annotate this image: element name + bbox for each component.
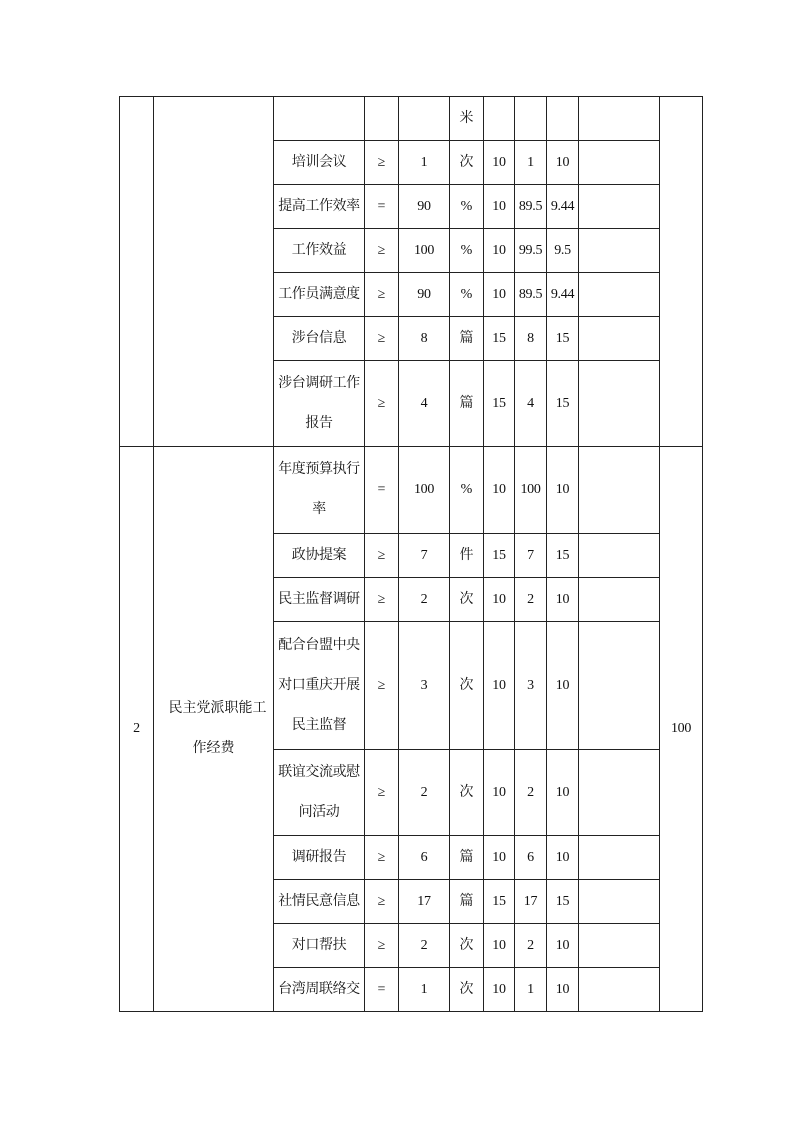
unit-cell: 次: [450, 750, 484, 836]
indicator-name-cell: 涉台信息: [274, 317, 365, 361]
indicator-name-cell: 台湾周联络交: [274, 968, 365, 1012]
index-cell: 2: [120, 447, 154, 1012]
indicator-name-cell: 年度预算执行率: [274, 447, 365, 534]
score-cell: 15: [547, 361, 579, 447]
target-cell: 90: [399, 185, 450, 229]
note-cell: [579, 229, 660, 273]
score-cell: 10: [547, 622, 579, 750]
target-cell: 1: [399, 141, 450, 185]
target-cell: 3: [399, 622, 450, 750]
unit-cell: 次: [450, 968, 484, 1012]
operator-cell: ≥: [365, 534, 399, 578]
operator-cell: ≥: [365, 924, 399, 968]
operator-cell: ≥: [365, 273, 399, 317]
actual-cell: 2: [515, 578, 547, 622]
note-cell: [579, 97, 660, 141]
unit-cell: %: [450, 185, 484, 229]
weight-cell: 15: [484, 880, 515, 924]
unit-cell: 次: [450, 924, 484, 968]
weight-cell: 10: [484, 273, 515, 317]
score-cell: 9.44: [547, 273, 579, 317]
weight-cell: 10: [484, 750, 515, 836]
weight-cell: 10: [484, 924, 515, 968]
actual-cell: 89.5: [515, 273, 547, 317]
score-cell: 10: [547, 578, 579, 622]
actual-cell: 2: [515, 924, 547, 968]
weight-cell: 10: [484, 622, 515, 750]
operator-cell: ≥: [365, 750, 399, 836]
target-cell: 100: [399, 229, 450, 273]
note-cell: [579, 578, 660, 622]
note-cell: [579, 622, 660, 750]
score-cell: 15: [547, 317, 579, 361]
indicator-name-cell: 社情民意信息: [274, 880, 365, 924]
note-cell: [579, 185, 660, 229]
note-cell: [579, 968, 660, 1012]
weight-cell: 10: [484, 447, 515, 534]
table-row: [120, 97, 703, 141]
actual-cell: [515, 97, 547, 141]
operator-cell: ≥: [365, 229, 399, 273]
actual-cell: 100: [515, 447, 547, 534]
actual-cell: 89.5: [515, 185, 547, 229]
actual-cell: 2: [515, 750, 547, 836]
score-cell: 9.44: [547, 185, 579, 229]
operator-cell: ≥: [365, 141, 399, 185]
actual-cell: 17: [515, 880, 547, 924]
indicator-name-cell: 调研报告: [274, 836, 365, 880]
actual-cell: 7: [515, 534, 547, 578]
weight-cell: 10: [484, 578, 515, 622]
weight-cell: 15: [484, 317, 515, 361]
unit-cell: 次: [450, 141, 484, 185]
weight-cell: 10: [484, 968, 515, 1012]
indicator-name-cell: 联谊交流或慰问活动: [274, 750, 365, 836]
unit-cell: 米: [450, 97, 484, 141]
project-name-cell: 民主党派职能工作经费: [154, 447, 274, 1012]
score-cell: 10: [547, 836, 579, 880]
note-cell: [579, 924, 660, 968]
weight-cell: 10: [484, 185, 515, 229]
indicator-name-cell: 工作效益: [274, 229, 365, 273]
note-cell: [579, 447, 660, 534]
score-cell: 15: [547, 534, 579, 578]
operator-cell: [365, 97, 399, 141]
project-name-cell: [154, 97, 274, 447]
unit-cell: %: [450, 229, 484, 273]
target-cell: 4: [399, 361, 450, 447]
indicator-name-cell: 配合台盟中央对口重庆开展民主监督: [274, 622, 365, 750]
actual-cell: 4: [515, 361, 547, 447]
indicator-name-cell: [274, 97, 365, 141]
operator-cell: =: [365, 185, 399, 229]
target-cell: 2: [399, 750, 450, 836]
target-cell: 1: [399, 968, 450, 1012]
target-cell: 90: [399, 273, 450, 317]
note-cell: [579, 361, 660, 447]
target-cell: 8: [399, 317, 450, 361]
actual-cell: 1: [515, 141, 547, 185]
operator-cell: ≥: [365, 880, 399, 924]
score-cell: 10: [547, 447, 579, 534]
unit-cell: %: [450, 447, 484, 534]
score-cell: 15: [547, 880, 579, 924]
operator-cell: ≥: [365, 361, 399, 447]
operator-cell: =: [365, 968, 399, 1012]
score-cell: 10: [547, 141, 579, 185]
table-row: [120, 447, 703, 534]
note-cell: [579, 317, 660, 361]
weight-cell: 10: [484, 836, 515, 880]
unit-cell: 篇: [450, 880, 484, 924]
operator-cell: ≥: [365, 317, 399, 361]
weight-cell: 15: [484, 361, 515, 447]
target-cell: 2: [399, 924, 450, 968]
note-cell: [579, 750, 660, 836]
operator-cell: ≥: [365, 836, 399, 880]
note-cell: [579, 836, 660, 880]
score-cell: 10: [547, 924, 579, 968]
score-cell: 9.5: [547, 229, 579, 273]
unit-cell: 篇: [450, 361, 484, 447]
index-cell: [120, 97, 154, 447]
weight-cell: 15: [484, 534, 515, 578]
actual-cell: 99.5: [515, 229, 547, 273]
indicator-name-cell: 提高工作效率: [274, 185, 365, 229]
note-cell: [579, 141, 660, 185]
weight-cell: 10: [484, 141, 515, 185]
target-cell: [399, 97, 450, 141]
performance-evaluation-table: [119, 96, 703, 1012]
actual-cell: 3: [515, 622, 547, 750]
operator-cell: ≥: [365, 578, 399, 622]
score-cell: 10: [547, 968, 579, 1012]
actual-cell: 8: [515, 317, 547, 361]
indicator-name-cell: 培训会议: [274, 141, 365, 185]
note-cell: [579, 273, 660, 317]
total-score-cell: 100: [660, 447, 703, 1012]
indicator-name-cell: 对口帮扶: [274, 924, 365, 968]
actual-cell: 1: [515, 968, 547, 1012]
target-cell: 100: [399, 447, 450, 534]
target-cell: 2: [399, 578, 450, 622]
indicator-name-cell: 工作员满意度: [274, 273, 365, 317]
target-cell: 7: [399, 534, 450, 578]
indicator-name-cell: 涉台调研工作报告: [274, 361, 365, 447]
unit-cell: 次: [450, 622, 484, 750]
indicator-name-cell: 政协提案: [274, 534, 365, 578]
note-cell: [579, 880, 660, 924]
operator-cell: ≥: [365, 622, 399, 750]
operator-cell: =: [365, 447, 399, 534]
note-cell: [579, 534, 660, 578]
total-score-cell: [660, 97, 703, 447]
indicator-name-cell: 民主监督调研: [274, 578, 365, 622]
unit-cell: 件: [450, 534, 484, 578]
target-cell: 17: [399, 880, 450, 924]
actual-cell: 6: [515, 836, 547, 880]
target-cell: 6: [399, 836, 450, 880]
unit-cell: 篇: [450, 836, 484, 880]
unit-cell: 次: [450, 578, 484, 622]
weight-cell: [484, 97, 515, 141]
weight-cell: 10: [484, 229, 515, 273]
unit-cell: %: [450, 273, 484, 317]
score-cell: [547, 97, 579, 141]
unit-cell: 篇: [450, 317, 484, 361]
score-cell: 10: [547, 750, 579, 836]
